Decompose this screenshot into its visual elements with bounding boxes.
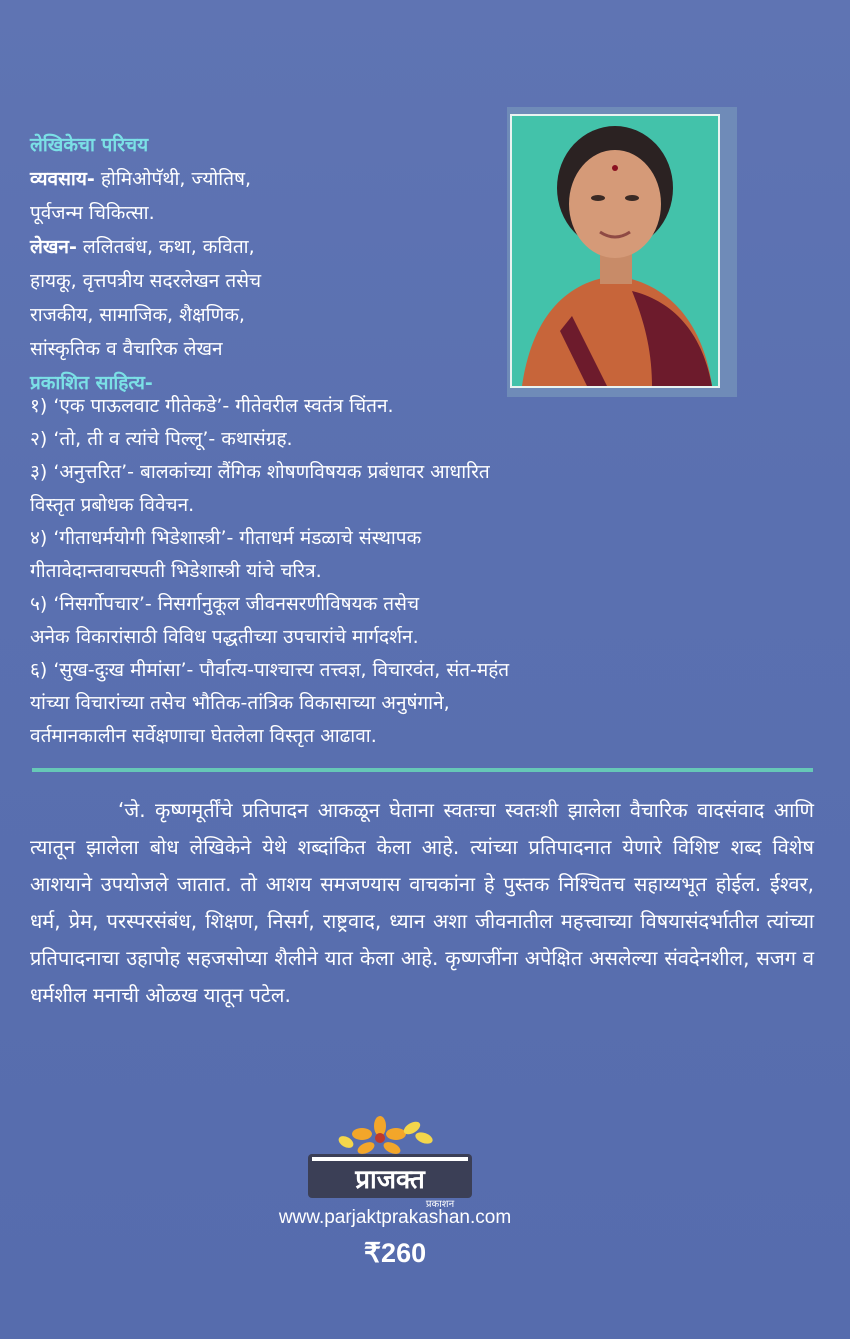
book-item: ३) ‘अनुत्तरित’- बालकांच्या लैंगिक शोषणविषयक प्रबंधावर आधारित [30, 461, 490, 483]
description-paragraph: ‘जे. कृष्णमूर्तींचे प्रतिपादन आकळून घेताना स्वतःचा स्वतःशी झालेला वैचारिक वादसंवाद आणि त्यातून झालेला बोध लेखिकेने येथे शब्दांकित केला आहे. त्यांच्या प्रतिपादनात येणारे विशिष्ट शब्द विशेष आशयाने उपयोजले जातात. तो आशय समजण्यास वाचकांना हे पुस्तक निश्चितच सहाय्यभूत होईल. ईश्वर, धर्म, प्रेम, परस्परसंबंध, शिक्षण, निसर्ग, राष्ट्रवाद, ध्यान अशा जीवनातील महत्त्वाच्या विषयासंदर्भातील त्यांच्या प्रतिपादनाचा उहापोह सहजसोप्या शैलीने यात केला आहे. कृष्णजींना अपेक्षित असलेल्या संवदेनशील, सजग व धर्मशील मनाची ओळख यातून पटेल. [30, 798, 814, 1007]
book-item: वर्तमानकालीन सर्वेक्षणाचा घेतलेला विस्तृत आढावा. [30, 725, 377, 747]
book-description [30, 792, 814, 1014]
author-photo [510, 114, 720, 388]
publisher-website: www.parjaktprakashan.com [278, 1207, 512, 1228]
profession-label: व्यवसाय- [30, 168, 95, 190]
published-books-list [30, 390, 790, 753]
writing-text-3: राजकीय, सामाजिक, शैक्षणिक, [30, 304, 245, 326]
book-item: १) ‘एक पाऊलवाट गीतेकडे’- गीतेवरील स्वतंत्र चिंतन. [30, 395, 394, 417]
profession-text: होमिओपॅथी, ज्योतिष, [100, 168, 252, 190]
book-price: ₹260 [363, 1238, 427, 1268]
prajakt-flower-logo-icon [300, 1114, 480, 1210]
book-item: गीतावेदान्तवाचस्पती भिडेशास्त्री यांचे चरित्र. [30, 560, 322, 582]
writing-text: ललितबंध, कथा, कविता, [82, 236, 255, 258]
writing-label: लेखन- [30, 236, 77, 258]
book-item: २) ‘तो, ती व त्यांचे पिल्लू’- कथासंग्रह. [30, 428, 293, 450]
published-heading: प्रकाशित साहित्य- [30, 372, 153, 394]
book-item: ६) ‘सुख-दुःख मीमांसा’- पौर्वात्य-पाश्चात्त्य तत्त्वज्ञ, विचारवंत, संत-महंत [30, 659, 510, 681]
profession-line [30, 162, 530, 196]
book-item: ५) ‘निसर्गोपचार’- निसर्गानुकूल जीवनसरणीविषयक तसेच [30, 593, 420, 615]
author-intro [30, 128, 530, 400]
book-item: अनेक विकारांसाठी विविध पद्धतीच्या उपचारांचे मार्गदर्शन. [30, 626, 419, 648]
section-divider [32, 768, 813, 772]
book-item: विस्तृत प्रबोधक विवेचन. [30, 494, 195, 516]
writing-text-2: हायकू, वृत्तपत्रीय सदरलेखन तसेच [30, 270, 262, 292]
logo-name: प्राजक्त [355, 1165, 425, 1195]
author-portrait-image [512, 116, 718, 386]
book-item: यांच्या विचारांच्या तसेच भौतिक-तांत्रिक विकासाच्या अनुषंगाने, [30, 692, 450, 714]
author-intro-heading: लेखिकेचा परिचय [30, 134, 149, 156]
profession-text-2: पूर्वजन्म चिकित्सा. [30, 202, 155, 224]
writing-text-4: सांस्कृतिक व वैचारिक लेखन [30, 338, 223, 360]
book-item: ४) ‘गीताधर्मयोगी भिडेशास्त्री’- गीताधर्म मंडळाचे संस्थापक [30, 527, 422, 549]
logo-sub: प्रकाशन [425, 1199, 455, 1210]
publisher-logo [300, 1114, 480, 1210]
writing-line [30, 230, 530, 264]
